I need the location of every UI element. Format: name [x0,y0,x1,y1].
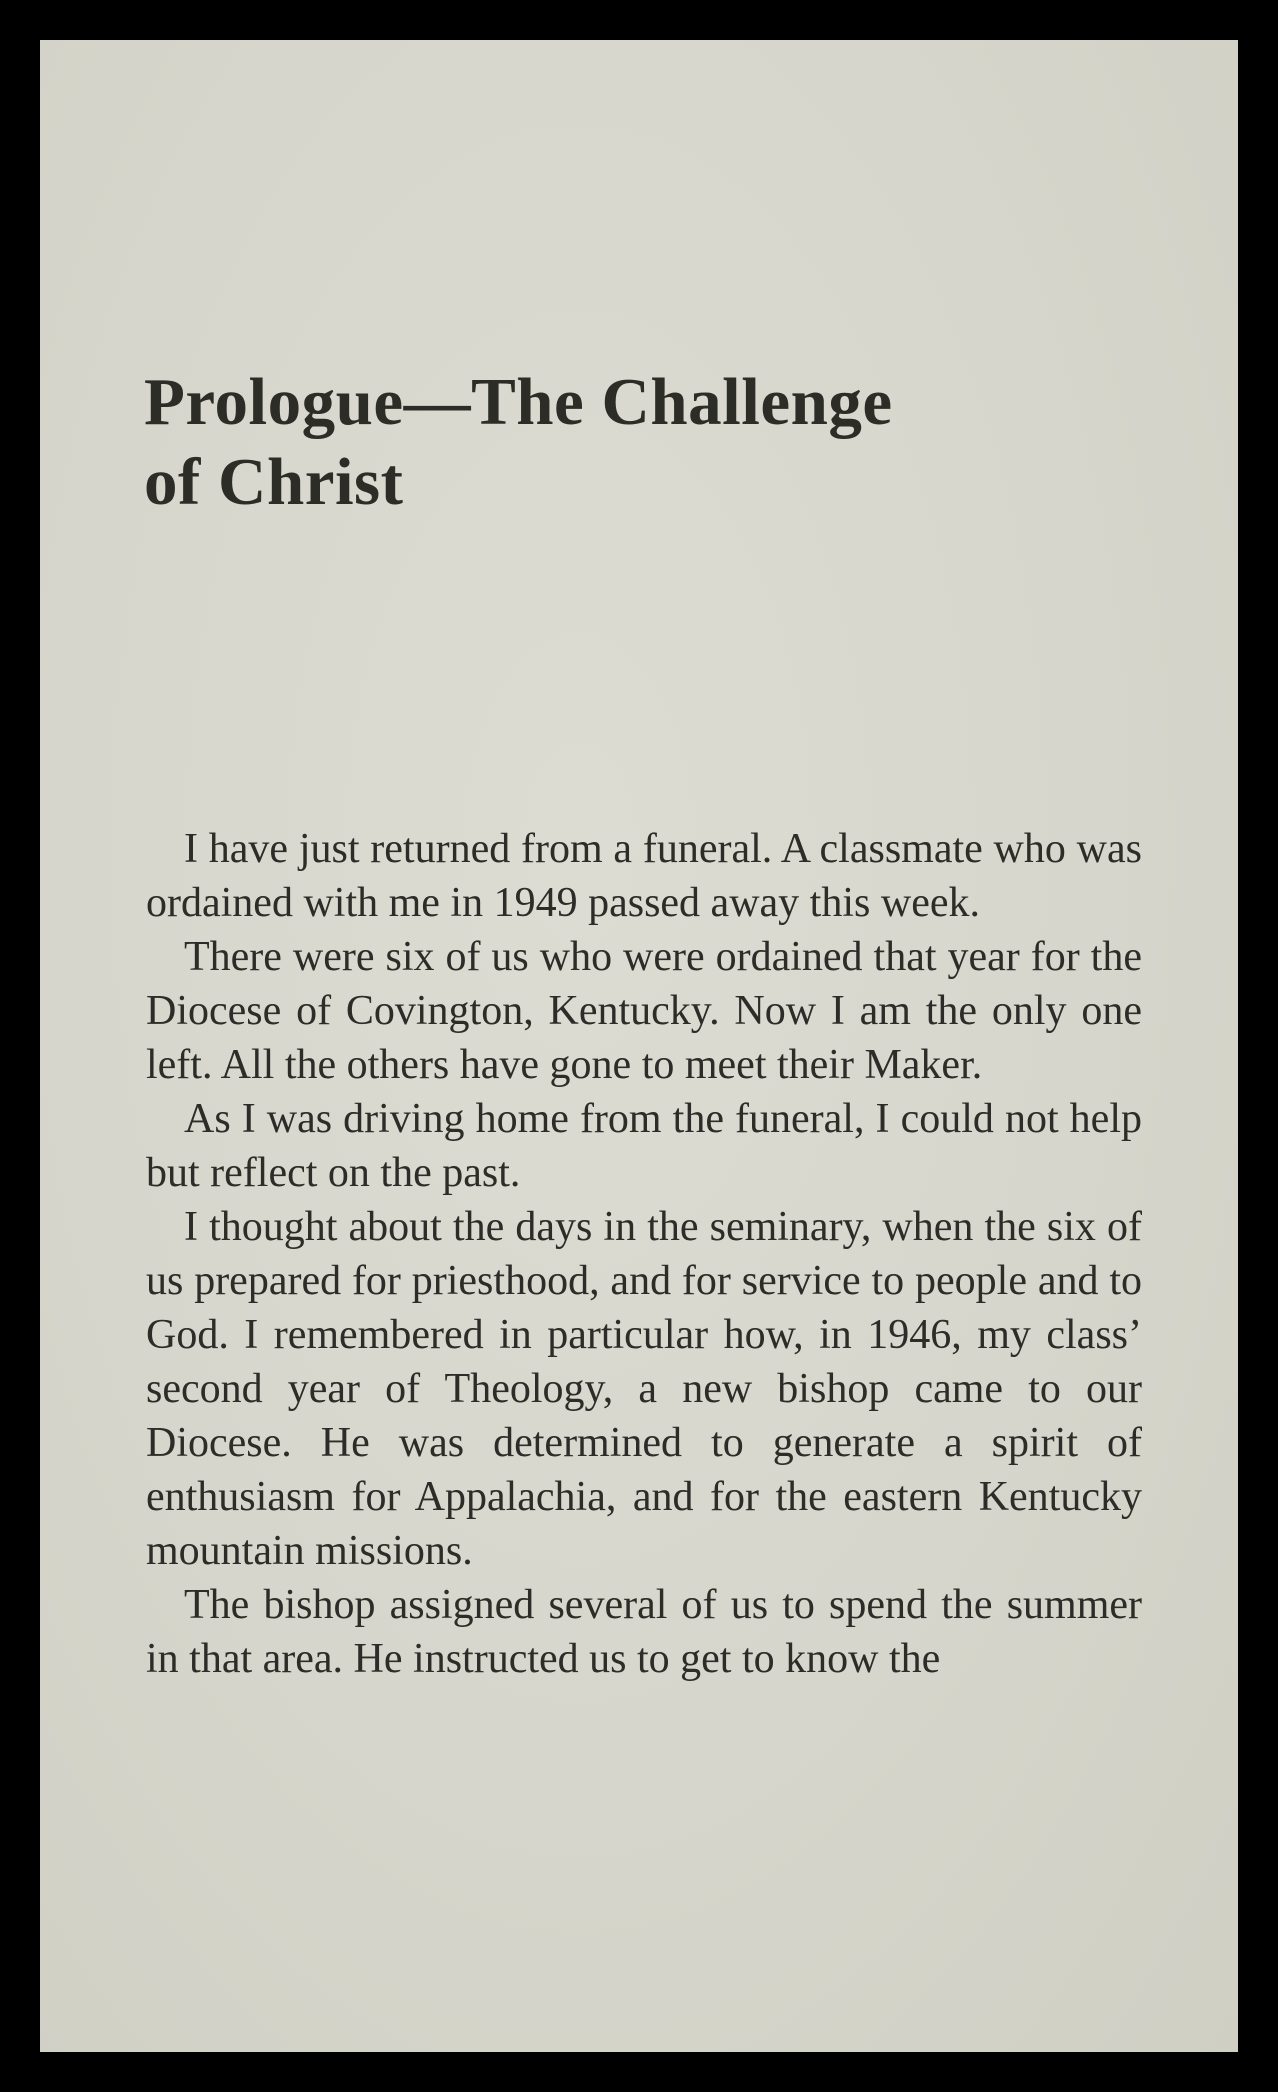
title-line-1: Prologue—The Challenge [144,365,893,439]
title-line-2: of Christ [144,445,404,519]
paragraph: I have just returned from a funeral. A classmate who was ordained with me in 1949 passed away this week. [146,826,1142,926]
paragraph: The bishop assigned several of us to spend the summer in that area. He instructed us to get to know the [146,1582,1142,1682]
book-page [40,40,1238,2052]
paragraph: There were six of us who were ordained that year for the Diocese of Covington, Kentucky. Now I am the only one left. All the others have gone to meet their Maker. [146,934,1142,1088]
paragraph: I thought about the days in the seminary, when the six of us prepared for priesthood, and for service to people and to God. I remembered in particular how, in 1946, my class’ second year of Theology, a new bishop came to our Diocese. He was determined to generate a spirit of enthusiasm for Appalachia, and for the eastern Kentucky mountain missions. [146,1204,1142,1574]
body-text [146,822,1142,1686]
page-title [144,362,1144,522]
paragraph: As I was driving home from the funeral, I could not help but reflect on the past. [146,1096,1142,1196]
